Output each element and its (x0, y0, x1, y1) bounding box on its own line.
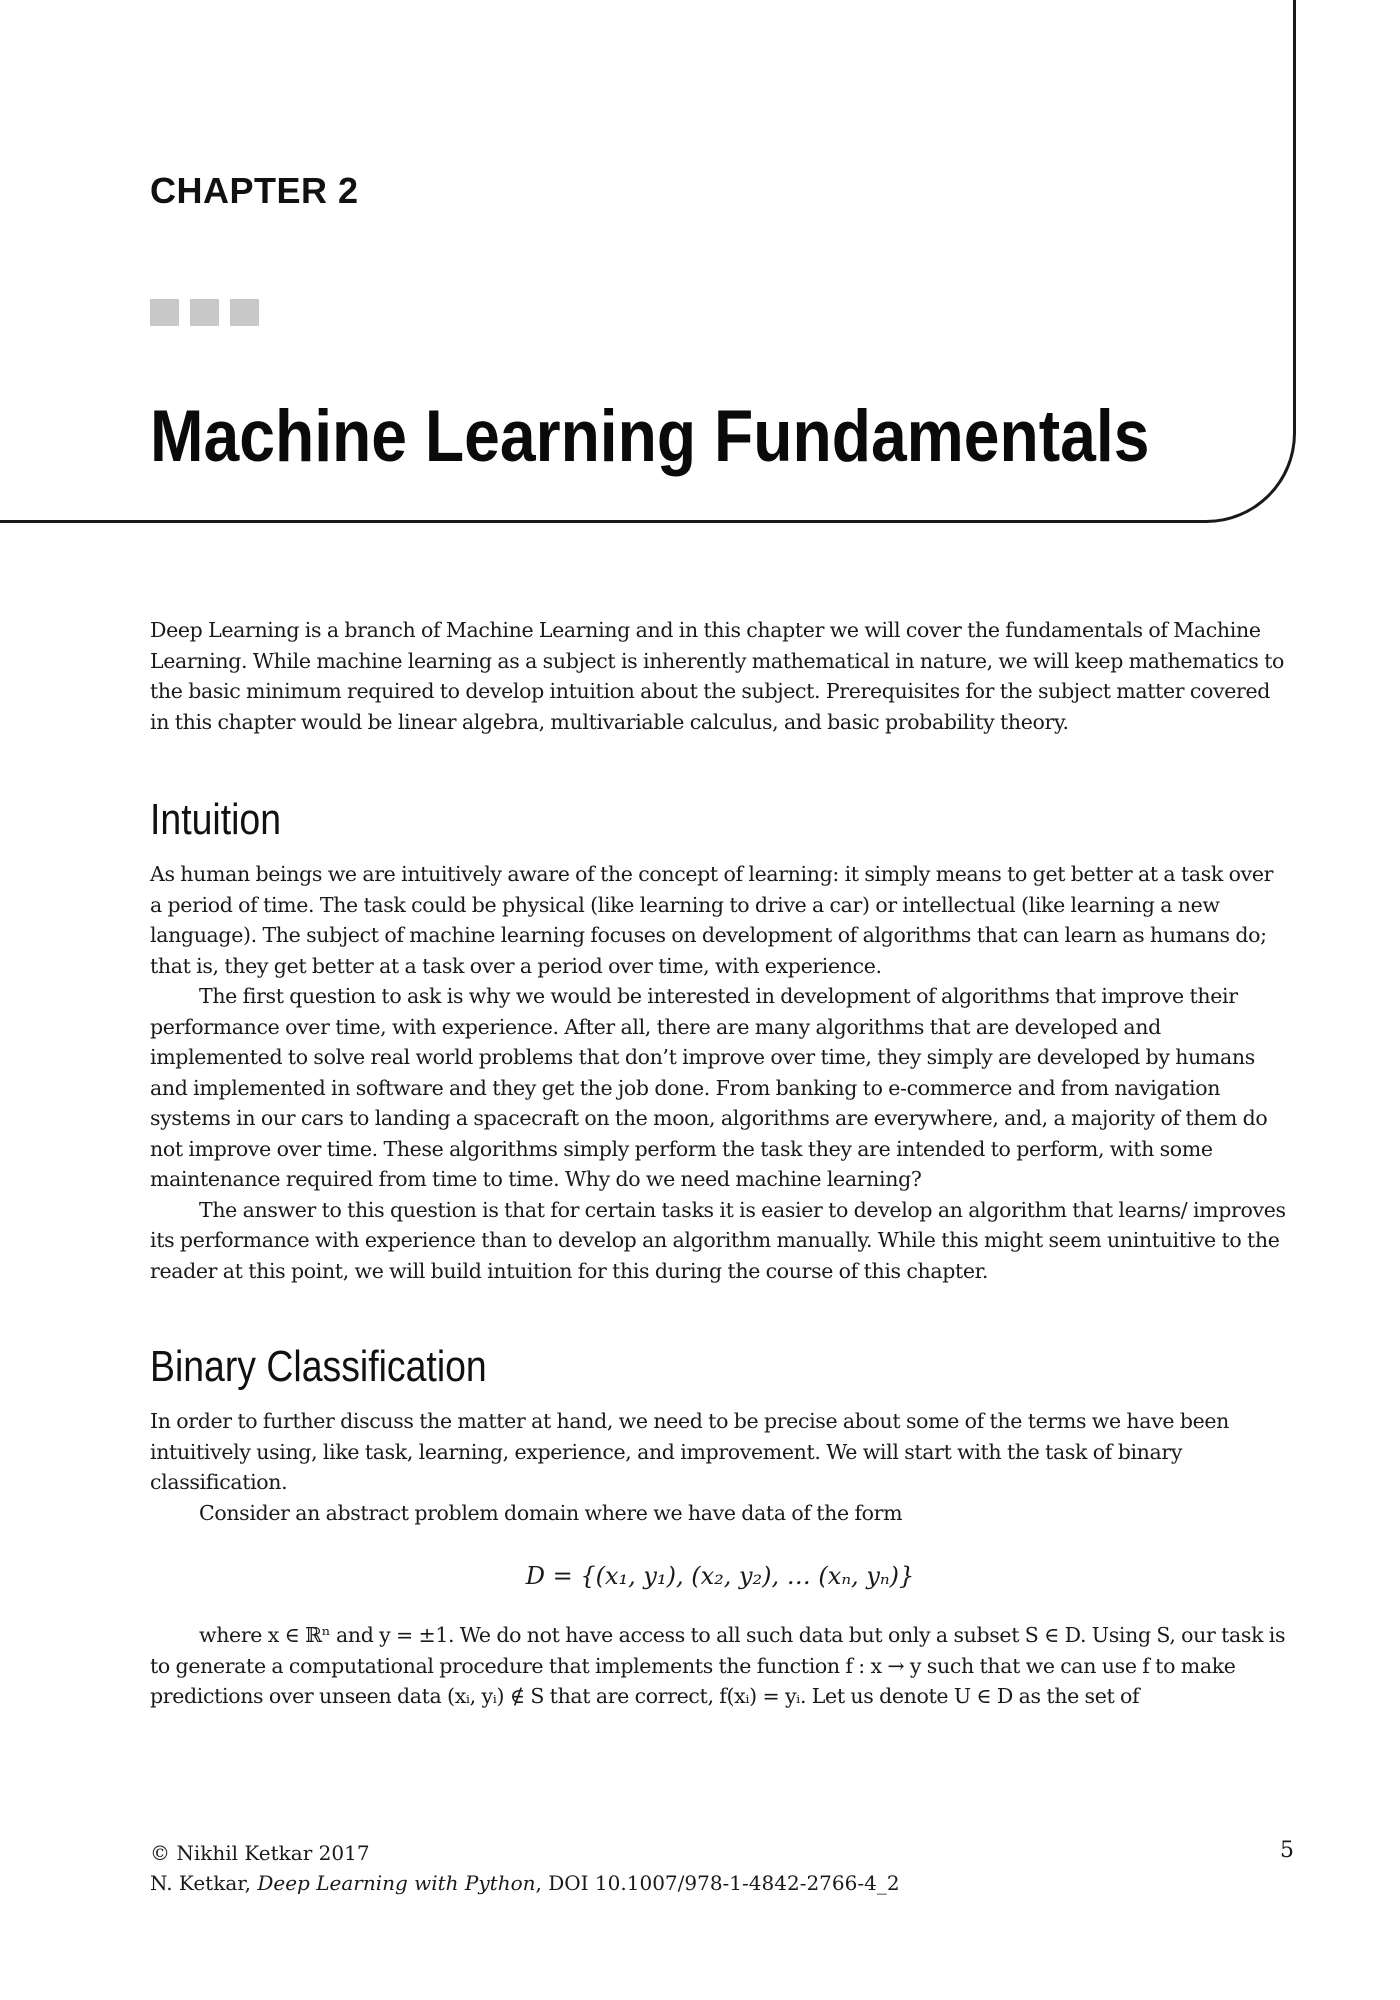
citation-line (150, 1868, 900, 1898)
decoration-square (230, 299, 259, 326)
binary-paragraph: Consider an abstract problem domain where we have data of the form (199, 1500, 903, 1525)
page-number: 5 (1280, 1838, 1294, 1863)
decoration-square (150, 299, 179, 326)
chapter-body (150, 615, 1290, 1712)
intro-paragraph: Deep Learning is a branch of Machine Learning and in this chapter we will cover the fundamentals of Machine Learning. While machine learning as a subject is inherently mathematical in nature, we will keep mathematics to the basic minimum required to develop intuition about the subject. Prerequisites for the subject matter covered in this chapter would be linear algebra, multivariable calculus, and basic probability theory. (150, 618, 1285, 734)
binary-paragraph-after-equation: where x ∈ ℝⁿ and y = ±1. We do not have access to all such data but only a subset S ∈ D. Using S, our task is to generate a computational procedure that implements the function f : x → y such that we can use f to make predictions over unseen data (xᵢ, yᵢ) ∉ S that are correct, f(xᵢ) = yᵢ. Let us denote U ∈ D as the set of (150, 1623, 1286, 1708)
book-title: Deep Learning with Python (257, 1871, 536, 1895)
binary-paragraph: In order to further discuss the matter at hand, we need to be precise about some of the terms we have been intuitively using, like task, learning, experience, and improvement. We will start with the task of binary classification. (150, 1409, 1230, 1494)
page-footer (150, 1838, 900, 1898)
chapter-title: Machine Learning Fundamentals (150, 396, 1150, 477)
citation-suffix: , DOI 10.1007/978-1-4842-2766-4_2 (535, 1871, 900, 1895)
citation-prefix: N. Ketkar, (150, 1871, 258, 1895)
copyright-line: © Nikhil Ketkar 2017 (150, 1841, 370, 1865)
decoration-square (190, 299, 219, 326)
chapter-decoration (150, 299, 259, 326)
intuition-paragraph: The answer to this question is that for certain tasks it is easier to develop an algorithm that learns/ improves its performance with experience than to develop an algorithm manually. While this might seem unintuitive to the reader at this point, we will build intuition for this during the course of this chapter. (150, 1197, 1286, 1283)
dataset-equation: D = {(x₁, y₁), (x₂, y₂), … (xₙ, yₙ)} (525, 1562, 915, 1590)
chapter-label: CHAPTER 2 (150, 170, 359, 211)
intuition-paragraph: The first question to ask is why we would be interested in development of algorithms that improve their performance over time, with experience. After all, there are many algorithms that are developed and implemented to solve real world problems that don’t improve over time, they simply are developed by humans and implemented in software and they get the job done. From banking to e-commerce and from navigation systems in our cars to landing a spacecraft on the moon, algorithms are everywhere, and, a majority of them do not improve over time. These algorithms simply perform the task they are intended to perform, with some maintenance required from time to time. Why do we need machine learning? (150, 984, 1268, 1191)
section-heading-intuition: Intuition (150, 795, 281, 844)
section-heading-binary-classification: Binary Classification (150, 1342, 487, 1391)
intuition-paragraph: As human beings we are intuitively aware of the concept of learning: it simply means to get better at a task over a period of time. The task could be physical (like learning to drive a car) or intellectual (like learning a new language). The subject of machine learning focuses on development of algorithms that can learn as humans do; that is, they get better at a task over a period over time, with experience. (150, 862, 1274, 978)
